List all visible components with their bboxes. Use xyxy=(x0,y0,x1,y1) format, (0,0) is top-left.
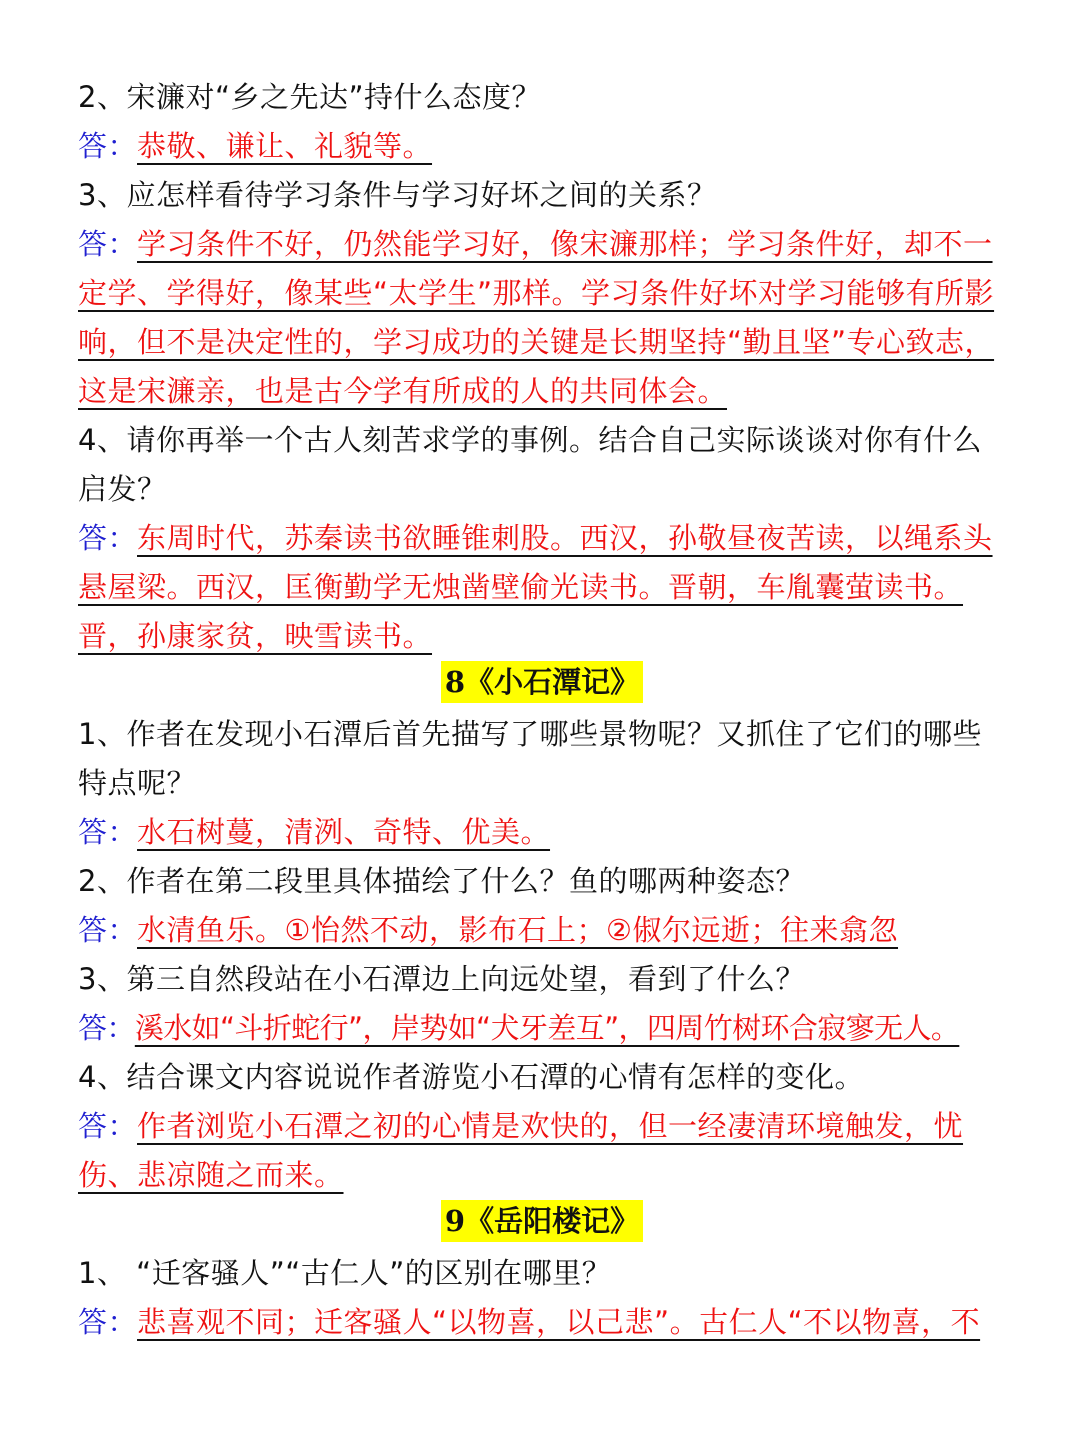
answer-label: 答： xyxy=(78,815,138,849)
answer-text: 水清鱼乐。①怡然不动，影布石上；②俶尔远逝；往来翕忽 xyxy=(137,913,899,947)
answer-label: 答： xyxy=(78,1109,138,1143)
question-2: 2、宋濂对“乡之先达”持什么态度？ xyxy=(78,80,541,114)
answer-4 xyxy=(78,514,1006,661)
answer-text: 悲喜观不同；迁客骚人“以物喜，以己悲”。古仁人“不以物喜，不 xyxy=(137,1305,981,1339)
section8-question-3: 3、第三自然段站在小石潭边上向远处望，看到了什么？ xyxy=(78,962,805,996)
section-title-highlight: 9《岳阳楼记》 xyxy=(441,1200,643,1242)
question-4: 4、请你再举一个古人刻苦求学的事例。结合自己实际谈谈对你有什么启发？ xyxy=(78,423,982,506)
section8-answer-1 xyxy=(78,808,1006,857)
section-title-9 xyxy=(78,1200,1006,1249)
answer-text: 学习条件不好，仍然能学习好，像宋濂那样；学习条件好，却不一定学、学得好，像某些“太学生”那样。学习条件好坏对学习能够有所影响，但不是决定性的，学习成功的关键是长期坚持“勤且坚”专心致志，这是宋濂亲，也是古今学有所成的人的共同体会。 xyxy=(78,227,995,408)
answer-2 xyxy=(78,122,1006,171)
answer-text: 溪水如“斗折蛇行”，岸势如“犬牙差互”，四周竹树环合寂寥无人。 xyxy=(134,1011,960,1045)
section8-question-2: 2、作者在第二段里具体描绘了什么？鱼的哪两种姿态？ xyxy=(78,864,805,898)
section9-question-1: 1、 “迁客骚人”“古仁人”的区别在哪里？ xyxy=(78,1256,612,1290)
question-3: 3、应怎样看待学习条件与学习好坏之间的关系？ xyxy=(78,178,717,212)
section-title-8 xyxy=(78,661,1006,710)
section8-question-4: 4、结合课文内容说说作者游览小石潭的心情有怎样的变化。 xyxy=(78,1060,864,1094)
section8-answer-2 xyxy=(78,906,1006,955)
document-page xyxy=(78,73,1006,1347)
answer-label: 答： xyxy=(78,227,138,261)
answer-text: 恭敬、谦让、礼貌等。 xyxy=(137,129,433,163)
answer-label: 答： xyxy=(78,1011,135,1045)
answer-label: 答： xyxy=(78,913,138,947)
answer-label: 答： xyxy=(78,129,138,163)
section8-question-1: 1、作者在发现小石潭后首先描写了哪些景物呢？又抓住了它们的哪些特点呢？ xyxy=(78,717,982,800)
answer-text: 东周时代，苏秦读书欲睡锥刺股。西汉，孙敬昼夜苦读，以绳系头悬屋梁。西汉，匡衡勤学无烛凿壁偷光读书。晋朝，车胤囊萤读书。晋，孙康家贫，映雪读书。 xyxy=(78,521,993,653)
section-title-highlight: 8《小石潭记》 xyxy=(441,661,643,703)
section8-answer-3 xyxy=(78,1004,1006,1053)
answer-3 xyxy=(78,220,1006,416)
answer-text: 作者浏览小石潭之初的心情是欢快的，但一经凄清环境触发，忧伤、悲凉随之而来。 xyxy=(78,1109,964,1192)
answer-label: 答： xyxy=(78,521,138,555)
section9-answer-1 xyxy=(78,1298,1006,1347)
answer-label: 答： xyxy=(78,1305,138,1339)
section8-answer-4 xyxy=(78,1102,1006,1200)
answer-text: 水石树蔓，清洌、奇特、优美。 xyxy=(137,815,551,849)
